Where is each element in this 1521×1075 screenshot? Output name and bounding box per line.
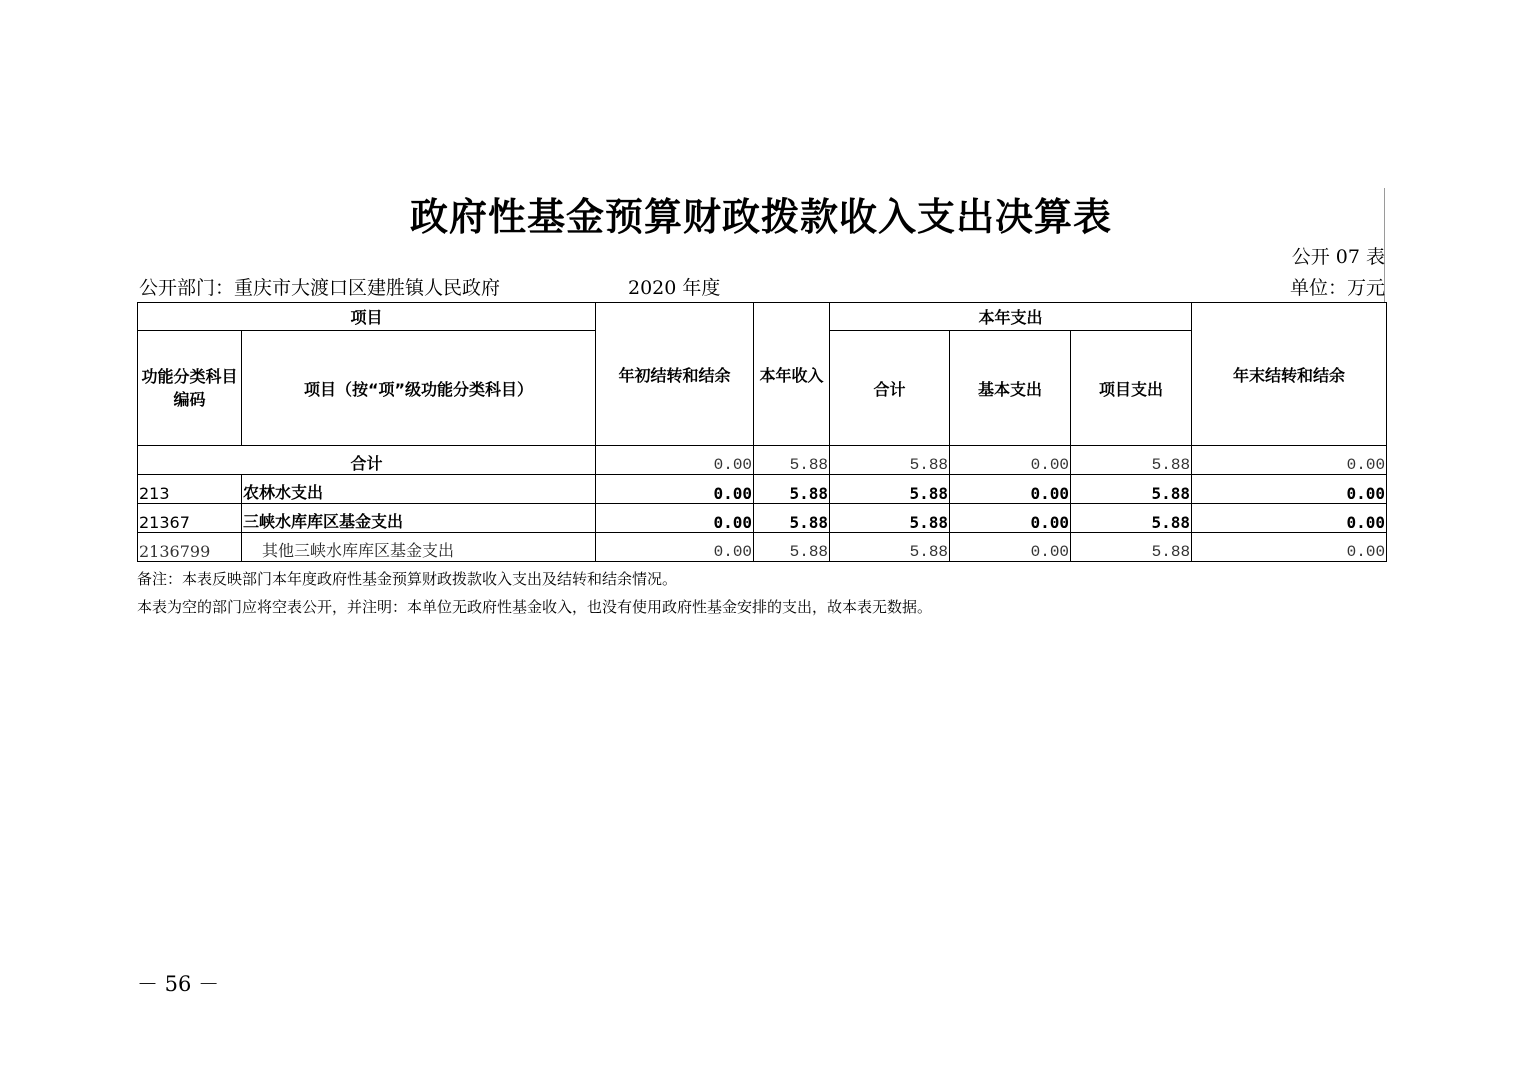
row-opening: 0.00: [596, 475, 754, 504]
row-opening: 0.00: [596, 533, 754, 562]
header-income: 本年收入: [754, 303, 830, 446]
header-expense-total: 合计: [830, 331, 950, 446]
row-closing: 0.00: [1192, 504, 1387, 533]
fiscal-year: 2020 年度: [628, 277, 721, 299]
table-row: [138, 533, 1387, 562]
header-expense-project: 项目支出: [1071, 331, 1192, 446]
row-closing: 0.00: [1192, 475, 1387, 504]
total-label: 合计: [138, 446, 596, 475]
header-row-1: [138, 303, 1387, 331]
header-code: 功能分类科目编码: [138, 331, 242, 446]
row-income: 5.88: [754, 504, 830, 533]
form-number: 公开 07 表: [1291, 246, 1385, 268]
row-income: 5.88: [754, 475, 830, 504]
total-opening: 0.00: [596, 446, 754, 475]
row-expense-basic: 0.00: [950, 475, 1071, 504]
total-income: 5.88: [754, 446, 830, 475]
unit-label: 单位：万元: [1289, 277, 1385, 299]
meta-line: [137, 274, 1385, 302]
row-expense-total: 5.88: [830, 533, 950, 562]
row-name: 三峡水库库区基金支出: [242, 504, 596, 533]
page-number: － 56 －: [137, 972, 220, 996]
department-label: 公开部门：重庆市大渡口区建胜镇人民政府: [139, 277, 501, 299]
note-line-1: 备注：本表反映部门本年度政府性基金预算财政拨款收入支出及结转和结余情况。: [137, 570, 678, 588]
header-closing-balance: 年末结转和结余: [1192, 303, 1387, 446]
header-item-group: 项目: [138, 303, 596, 331]
budget-table: [137, 302, 1387, 562]
row-expense-basic: 0.00: [950, 533, 1071, 562]
row-expense-project: 5.88: [1071, 475, 1192, 504]
row-expense-project: 5.88: [1071, 504, 1192, 533]
row-code: 21367: [138, 504, 242, 533]
header-name: 项目（按“项”级功能分类科目）: [242, 331, 596, 446]
header-expense-basic: 基本支出: [950, 331, 1071, 446]
header-expense-group: 本年支出: [830, 303, 1192, 331]
page-title: 政府性基金预算财政拨款收入支出决算表: [409, 195, 1112, 239]
row-expense-project: 5.88: [1071, 533, 1192, 562]
row-income: 5.88: [754, 533, 830, 562]
row-closing: 0.00: [1192, 533, 1387, 562]
row-expense-basic: 0.00: [950, 504, 1071, 533]
row-expense-total: 5.88: [830, 475, 950, 504]
row-code: 2136799: [138, 533, 242, 562]
total-expense: 5.88: [830, 446, 950, 475]
table-row: [138, 475, 1387, 504]
total-basic: 0.00: [950, 446, 1071, 475]
header-opening-balance: 年初结转和结余: [596, 303, 754, 446]
row-name: 农林水支出: [242, 475, 596, 504]
row-opening: 0.00: [596, 504, 754, 533]
row-expense-total: 5.88: [830, 504, 950, 533]
row-code: 213: [138, 475, 242, 504]
total-project: 5.88: [1071, 446, 1192, 475]
row-name: 其他三峡水库库区基金支出: [242, 533, 596, 562]
note-line-2: 本表为空的部门应将空表公开，并注明：本单位无政府性基金收入，也没有使用政府性基金安排的支出，故本表无数据。: [137, 598, 933, 616]
table-row: [138, 504, 1387, 533]
total-row: [138, 446, 1387, 475]
total-closing: 0.00: [1192, 446, 1387, 475]
